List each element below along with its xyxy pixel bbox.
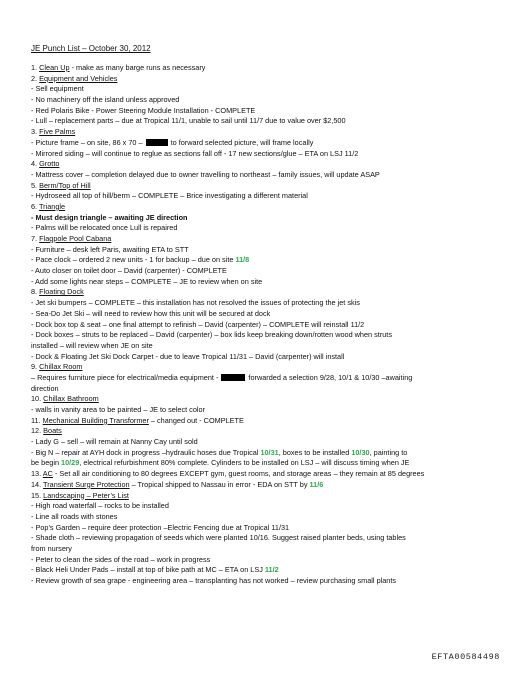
line-text: 12.	[31, 426, 44, 436]
line-text: - Hydroseed all top of hill/berm – COMPLETE – Brice investigating a different material	[31, 191, 308, 201]
list-line	[31, 565, 483, 576]
line-text: - Sea-Do Jet Ski – will need to review how this unit will be secured at dock	[31, 308, 271, 318]
section-heading: Chillax Room	[39, 362, 83, 372]
list-line	[31, 533, 483, 544]
line-text: - Jet ski bumpers – COMPLETE – this installation has not resolved the issues of protecting the jet skis	[31, 298, 360, 308]
line-text: 9.	[31, 362, 40, 372]
line-text: - Lull – replacement parts – due at Tropical 11/1, unable to sail until 11/7 due to value over $2,500	[31, 116, 346, 126]
list-line	[31, 501, 483, 512]
line-text: installed – will review when JE on site	[31, 340, 153, 350]
line-text: to forward selected picture, will frame locally	[168, 137, 314, 147]
line-text: 7.	[31, 234, 40, 243]
list-line	[31, 523, 483, 534]
line-text: , boxes to be installed	[278, 447, 352, 457]
line-text: - Red Polaris Bike - Power Steering Module Installation - COMPLETE	[31, 105, 256, 115]
highlighted-date: 11/6	[309, 479, 324, 489]
list-line	[31, 448, 483, 459]
list-line	[31, 352, 483, 363]
line-text: , electrical refurbishment 80% complete. Cylinders to be installed on LSJ – will discuss timing when JE	[79, 458, 410, 468]
list-line	[31, 95, 483, 106]
section-heading: Berm/Top of Hill	[39, 180, 91, 190]
list-line	[31, 384, 483, 395]
line-text: - Sell equipment	[31, 84, 84, 94]
list-line	[31, 63, 483, 74]
line-text: - No machinery off the island unless approved	[31, 95, 180, 105]
section-heading: Chillax Bathroom	[43, 394, 99, 404]
line-text: 3.	[31, 127, 40, 137]
line-text: 10.	[31, 394, 44, 404]
line-text: 4.	[31, 159, 40, 169]
list-line	[31, 373, 483, 384]
line-text: - Pace clock – ordered 2 new units - 1 for backup – due on site	[31, 255, 236, 265]
section-heading: Boats	[43, 426, 62, 436]
line-text: 5.	[31, 180, 40, 190]
highlighted-date: 11/2	[264, 565, 279, 575]
line-text: - Mattress cover – completion delayed due to owner travelling to northeast – family issues, will update ASAP	[31, 169, 380, 179]
line-text: - High road waterfall – rocks to be installed	[31, 501, 169, 511]
section-heading: Grotto	[39, 159, 60, 169]
line-text: 11.	[31, 415, 43, 425]
list-line	[31, 544, 483, 555]
line-text: – Tropical shipped to Nassau in error - EDA on STT by	[129, 479, 310, 489]
line-text: - Shade cloth – reviewing propagation of seeds which were planted 10/16. Suggest raised planter beds, using tables	[31, 533, 406, 543]
line-text: 13.	[31, 469, 43, 479]
line-text: – changed out - COMPLETE	[148, 415, 244, 425]
list-line	[31, 116, 483, 127]
list-line	[31, 394, 483, 405]
list-line	[31, 213, 483, 224]
line-text: , painting to	[369, 447, 408, 457]
line-text: direction	[31, 383, 59, 393]
list-line	[31, 480, 483, 491]
list-line	[31, 298, 483, 309]
line-text: - make as many barge runs as necessary	[69, 63, 206, 72]
line-text: - Dock box top & seat – one final attempt to refinish – David (carpenter) – COMPLETE will reinstall 11/2	[31, 319, 365, 329]
highlighted-date: 11/8	[235, 255, 250, 265]
list-line	[31, 127, 483, 138]
list-line	[31, 576, 483, 587]
list-line	[31, 106, 483, 117]
list-line	[31, 426, 483, 437]
line-text: - Add some lights near steps – COMPLETE – JE to review when on site	[31, 276, 263, 286]
highlighted-date: 10/31	[260, 447, 279, 457]
section-heading: Floating Dock	[39, 287, 84, 297]
list-line	[31, 491, 483, 502]
list-line	[31, 266, 483, 277]
list-line	[31, 341, 483, 352]
line-text: - Auto closer on toilet door – David (carpenter) - COMPLETE	[31, 266, 227, 276]
line-text: - Line all roads with stones	[31, 511, 118, 521]
list-line	[31, 555, 483, 566]
section-heading: Mechanical Building Transformer	[42, 415, 149, 425]
line-text: be begin	[31, 458, 62, 468]
section-heading: Triangle	[38, 201, 66, 211]
line-text: - Furniture – desk left Paris, awaiting ETA to STT	[31, 244, 189, 254]
line-text: forwarded a selection 9/28, 10/1 & 10/30 –awaiting	[246, 372, 413, 382]
line-text: – Requires furniture piece for electrical/media equipment -	[31, 372, 221, 382]
line-text: - Palms will be relocated once Lull is repaired	[31, 223, 178, 233]
punch-list	[31, 63, 483, 587]
section-heading: Landscaping – Peter’s List	[43, 490, 129, 500]
line-text: - walls in vanity area to be painted – JE to select color	[31, 405, 205, 414]
list-line	[31, 74, 483, 85]
list-line	[31, 84, 483, 95]
document-title: JE Punch List – October 30, 2012	[31, 44, 151, 53]
line-text: - Black Heli Under Pads – install at top of bike path at MC – ETA on LSJ	[31, 565, 265, 575]
list-line	[31, 255, 483, 266]
highlighted-date: 10/30	[351, 447, 370, 457]
line-text: 6.	[31, 201, 39, 211]
line-text: - Review growth of sea grape - engineering area – transplanting has not worked – review purchasing small plants	[31, 576, 397, 585]
list-line	[31, 223, 483, 234]
section-heading: Clean Up	[39, 63, 70, 72]
list-line	[31, 416, 483, 427]
line-text: - Set all air conditioning to 80 degrees EXCEPT gym, guest rooms, and storage areas – they remain at 85 degrees	[52, 469, 425, 479]
list-line	[31, 330, 483, 341]
list-line	[31, 138, 483, 149]
line-text: 1.	[31, 63, 40, 72]
list-line	[31, 320, 483, 331]
line-text: - Big N – repair at AYH dock in progress –hydraulic hoses due Tropical	[31, 447, 261, 457]
list-line	[31, 287, 483, 298]
line-text: - Pop’s Garden – require deer protection –Electric Fencing due at Tropical 11/31	[31, 522, 290, 532]
section-heading: Equipment and Vehicles	[39, 73, 118, 83]
list-line	[31, 170, 483, 181]
section-heading: Transient Surge Protection	[43, 479, 130, 489]
list-line	[31, 234, 483, 245]
list-line	[31, 159, 483, 170]
list-line	[31, 202, 483, 213]
list-line	[31, 512, 483, 523]
list-line	[31, 405, 483, 416]
line-text: 2.	[31, 73, 40, 83]
list-line	[31, 437, 483, 448]
line-text: - Peter to clean the sides of the road – work in progress	[31, 554, 211, 564]
list-line	[31, 277, 483, 288]
line-text: - Must design triangle – awaiting JE direction	[31, 212, 188, 222]
line-text: - Dock boxes – struts to be replaced – David (carpenter) – box lids keep breaking down/rotten wood when struts	[31, 330, 392, 340]
list-line	[31, 362, 483, 373]
list-line	[31, 191, 483, 202]
line-text: 14.	[31, 479, 44, 489]
redaction-box	[146, 139, 168, 146]
list-line	[31, 149, 483, 160]
bates-number: EFTA00584498	[431, 652, 500, 662]
line-text: - Lady G – sell – will remain at Nanny Cay until sold	[31, 437, 198, 447]
section-heading: Five Palms	[39, 127, 76, 137]
highlighted-date: 10/29	[61, 458, 80, 468]
section-heading: AC	[42, 469, 53, 479]
line-text: 15.	[31, 490, 44, 500]
line-text: - Mirrored siding – will continue to reglue as sections fall off - 17 new sections/glue – ETA on LSJ 11/2	[31, 148, 359, 158]
line-text: from nursery	[31, 543, 72, 553]
line-text: 8.	[31, 287, 40, 297]
list-line	[31, 469, 483, 480]
line-text: - Picture frame – on site, 86 x 70 –	[31, 137, 145, 147]
list-line	[31, 309, 483, 320]
section-heading: Flagpole Pool Cabana	[39, 234, 112, 243]
list-line	[31, 458, 483, 469]
list-line	[31, 181, 483, 192]
line-text: - Dock & Floating Jet Ski Dock Carpet - due to leave Tropical 11/31 – David (carpenter) will install	[31, 351, 345, 361]
redaction-box	[221, 374, 245, 381]
list-line	[31, 245, 483, 256]
